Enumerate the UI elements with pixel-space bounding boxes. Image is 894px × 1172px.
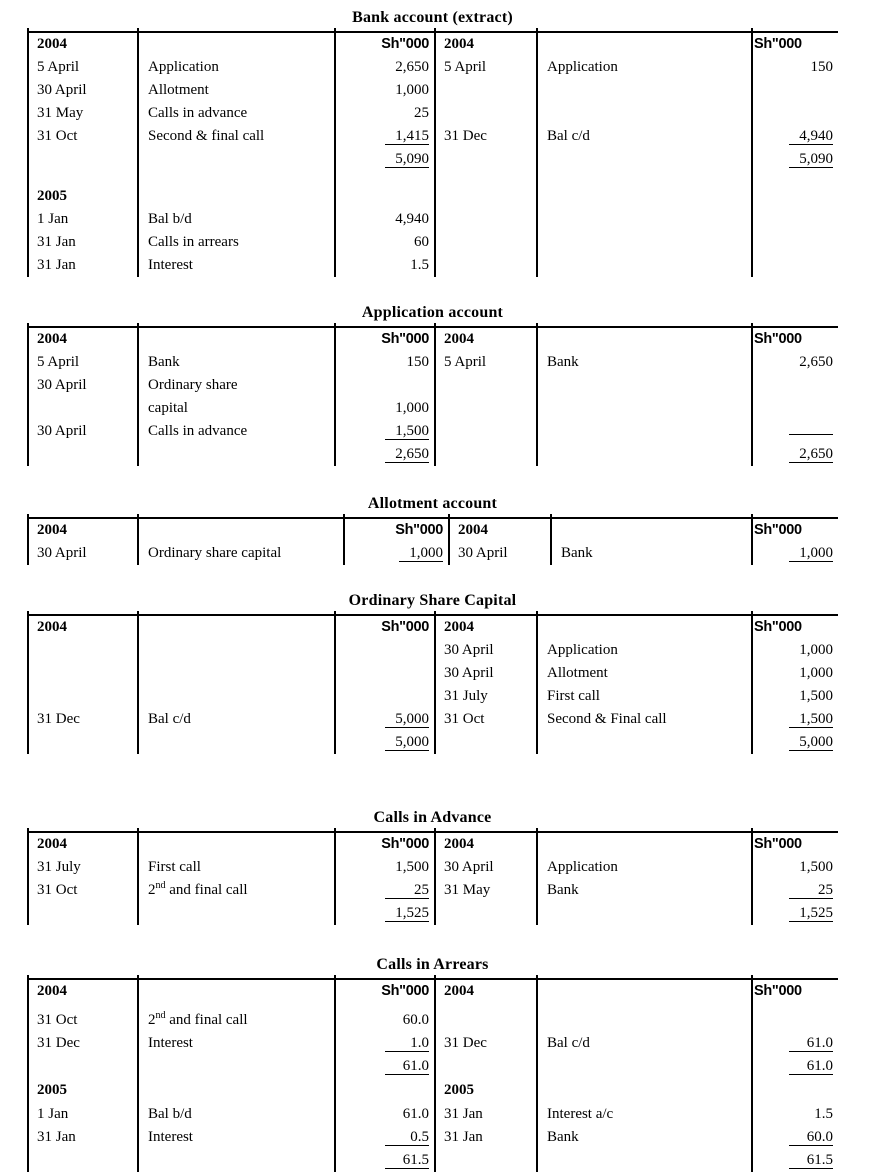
ledger-table: [27, 831, 838, 925]
debit-date-cell: 30 April: [37, 82, 87, 99]
debit-amount-cell: 2,650: [395, 59, 429, 76]
column-divider-line: [137, 323, 139, 466]
debit-amount-cell: [334, 882, 434, 900]
ledger-row: [27, 519, 838, 542]
debit-particulars-cell: Bal c/d: [148, 711, 191, 728]
column-divider-line: [751, 828, 753, 925]
column-divider-line: [137, 28, 139, 277]
debit-date-cell: 31 July: [37, 859, 81, 876]
debit-amount-cell: [334, 1035, 434, 1053]
debit-amount-cell: 1,000: [395, 400, 429, 417]
credit-amount-cell: 1,500: [799, 859, 833, 876]
underlined-amount: 2,650: [385, 446, 429, 464]
debit-amount-cell: [334, 1129, 434, 1147]
account-section: [0, 808, 894, 925]
debit-date-cell: 31 May: [37, 105, 84, 122]
credit-amount-cell: [751, 151, 838, 169]
column-divider-line: [536, 975, 538, 1172]
account-title: Bank account (extract): [352, 9, 513, 26]
underlined-amount: 5,000: [385, 711, 429, 729]
ledger-row: [27, 708, 838, 731]
column-divider-line: [343, 514, 345, 565]
currency-unit-header: Sh"000: [754, 982, 802, 999]
debit-amount-cell: [334, 423, 434, 441]
debit-particulars-cell: Application: [148, 59, 219, 76]
ledger-row: [27, 542, 838, 565]
credit-date-cell: 31 Oct: [444, 711, 485, 728]
debit-date-cell: 31 Jan: [37, 257, 76, 274]
credit-amount-cell: 1,500: [799, 688, 833, 705]
credit-particulars-cell: Second & Final call: [547, 711, 667, 728]
ledger-table: [27, 31, 838, 277]
credit-date-cell: 2004: [458, 522, 488, 539]
debit-amount-cell: 25: [414, 105, 429, 122]
credit-date-cell: 30 April: [458, 545, 508, 562]
credit-date-cell: 2004: [444, 36, 474, 53]
ledger-row: [27, 254, 838, 277]
debit-date-cell: 30 April: [37, 377, 87, 394]
account-section: [0, 303, 894, 466]
column-divider-line: [536, 323, 538, 466]
underlined-amount: 61.5: [385, 1152, 429, 1170]
debit-particulars-cell: Interest: [148, 1035, 193, 1052]
underlined-amount: 25: [385, 882, 429, 900]
debit-date-cell: 30 April: [37, 545, 87, 562]
column-divider-line: [334, 611, 336, 754]
credit-particulars-cell: Bank: [547, 882, 579, 899]
ledger-row: [27, 685, 838, 708]
debit-amount-cell: [334, 711, 434, 729]
account-title: Application account: [361, 304, 504, 321]
credit-date-cell: 31 May: [444, 882, 491, 899]
ledger-row: [27, 616, 838, 639]
credit-particulars-cell: Bal c/d: [547, 128, 590, 145]
debit-date-cell: 30 April: [37, 423, 87, 440]
credit-amount-cell: [751, 1129, 838, 1147]
ledger-row: [27, 731, 838, 754]
ledger-row: [27, 148, 838, 171]
underlined-amount: 1,525: [789, 905, 833, 923]
ledger-row: [27, 1149, 838, 1172]
ordinal-superscript: nd: [155, 880, 166, 892]
column-divider-line: [334, 323, 336, 466]
column-divider-line: [434, 828, 436, 925]
column-divider-line: [751, 28, 753, 277]
credit-date-cell: 31 Dec: [444, 1035, 487, 1052]
credit-particulars-cell: Application: [547, 642, 618, 659]
currency-unit-header: Sh"000: [381, 35, 429, 52]
currency-unit-header: Sh"000: [395, 521, 443, 538]
ledger-row: [27, 208, 838, 231]
credit-date-cell: 31 Jan: [444, 1106, 483, 1123]
ledger-row: [27, 980, 838, 1003]
debit-date-cell: 1 Jan: [37, 1106, 69, 1123]
debit-particulars-cell: capital: [148, 400, 188, 417]
ledger-row: [27, 328, 838, 351]
ledger-row: [27, 1032, 838, 1055]
debit-date-cell: 31 Oct: [37, 128, 78, 145]
debit-date-cell: 2004: [37, 619, 67, 636]
accounts-container: [0, 8, 894, 1172]
ledger-row: [27, 33, 838, 56]
debit-date-cell: 2005: [37, 188, 67, 205]
currency-unit-header: Sh"000: [754, 35, 802, 52]
column-divider-line: [751, 611, 753, 754]
ledger-row: [27, 125, 838, 148]
credit-particulars-cell: Bank: [561, 545, 593, 562]
column-divider-line: [434, 611, 436, 754]
credit-date-cell: 2004: [444, 983, 474, 1000]
debit-amount-cell: [334, 446, 434, 464]
credit-amount-cell: [751, 711, 838, 729]
debit-particulars-cell: Calls in arrears: [148, 234, 239, 251]
debit-date-cell: 2005: [37, 1082, 67, 1099]
column-divider-line: [27, 28, 29, 277]
credit-amount-cell: [751, 423, 838, 440]
debit-amount-cell: [334, 1152, 434, 1170]
ledger-row: [27, 443, 838, 466]
debit-date-cell: 1 Jan: [37, 211, 69, 228]
column-divider-line: [434, 28, 436, 277]
credit-amount-cell: 1,000: [799, 665, 833, 682]
account-title: Calls in Arrears: [376, 956, 489, 973]
underlined-amount: 1,500: [789, 711, 833, 729]
column-divider-line: [137, 514, 139, 565]
debit-amount-cell: 1,000: [395, 82, 429, 99]
column-divider-line: [536, 28, 538, 277]
ledger-row: [27, 185, 838, 208]
credit-amount-cell: [751, 882, 838, 900]
currency-unit-header: Sh"000: [381, 835, 429, 852]
column-divider-line: [550, 514, 552, 565]
credit-date-cell: 5 April: [444, 59, 487, 76]
debit-particulars-cell: Bank: [148, 354, 180, 371]
debit-particulars-cell: Interest: [148, 257, 193, 274]
underlined-amount: 25: [789, 882, 833, 900]
ledger-row: [27, 1103, 838, 1126]
debit-date-cell: 31 Oct: [37, 1012, 78, 1029]
account-title: Calls in Advance: [373, 809, 492, 826]
column-divider-line: [536, 611, 538, 754]
underlined-amount: 4,940: [789, 128, 833, 146]
debit-particulars-cell: Second & final call: [148, 128, 265, 145]
credit-date-cell: 30 April: [444, 665, 494, 682]
debit-date-cell: 2004: [37, 836, 67, 853]
credit-date-cell: 31 Jan: [444, 1129, 483, 1146]
column-divider-line: [27, 828, 29, 925]
credit-particulars-cell: Allotment: [547, 665, 608, 682]
debit-amount-cell: [334, 734, 434, 752]
underlined-amount: 5,090: [789, 151, 833, 169]
debit-date-cell: 2004: [37, 522, 67, 539]
credit-amount-cell: [751, 1035, 838, 1053]
column-divider-line: [536, 828, 538, 925]
ledger-row: [27, 639, 838, 662]
credit-amount-cell: [751, 734, 838, 752]
underlined-amount: 1,000: [399, 545, 443, 563]
debit-particulars-cell: Bal b/d: [148, 1106, 192, 1123]
debit-amount-cell: [334, 1058, 434, 1076]
underlined-amount: 61.0: [789, 1035, 833, 1053]
debit-particulars-cell: Calls in advance: [148, 423, 248, 440]
debit-particulars-cell: Bal b/d: [148, 211, 192, 228]
column-divider-line: [434, 975, 436, 1172]
ledger-row: [27, 231, 838, 254]
column-divider-line: [334, 28, 336, 277]
credit-amount-cell: 150: [810, 59, 833, 76]
debit-date-cell: 31 Dec: [37, 711, 80, 728]
currency-unit-header: Sh"000: [754, 521, 802, 538]
ledger-row: [27, 351, 838, 374]
credit-particulars-cell: Application: [547, 859, 618, 876]
credit-amount-cell: [751, 1058, 838, 1076]
credit-amount-cell: [751, 545, 838, 563]
column-divider-line: [27, 975, 29, 1172]
debit-date-cell: 5 April: [37, 59, 80, 76]
ledger-row: [27, 102, 838, 125]
ledger-row: [27, 79, 838, 102]
currency-unit-header: Sh"000: [754, 835, 802, 852]
column-divider-line: [448, 514, 450, 565]
credit-date-cell: 2004: [444, 619, 474, 636]
credit-amount-cell: 1.5: [814, 1106, 833, 1123]
debit-amount-cell: 60: [414, 234, 429, 251]
debit-amount-cell: 61.0: [402, 1106, 429, 1123]
debit-particulars-cell: Allotment: [148, 82, 209, 99]
ledger-row: [27, 56, 838, 79]
credit-date-cell: 30 April: [444, 859, 494, 876]
ledger-row: [27, 374, 838, 397]
credit-amount-cell: [751, 1152, 838, 1170]
account-section: [0, 494, 894, 565]
account-title: Allotment account: [367, 495, 498, 512]
underlined-amount: 1,500: [385, 423, 429, 441]
column-divider-line: [137, 975, 139, 1172]
credit-date-cell: 2004: [444, 331, 474, 348]
credit-date-cell: 5 April: [444, 354, 487, 371]
underlined-amount: [789, 434, 833, 435]
debit-particulars-cell: 2nd and final call: [148, 880, 248, 899]
ledger-row: [27, 397, 838, 420]
ledger-table: [27, 326, 838, 466]
currency-unit-header: Sh"000: [381, 618, 429, 635]
debit-amount-cell: 150: [406, 354, 429, 371]
credit-amount-cell: [751, 446, 838, 464]
account-title: Ordinary Share Capital: [348, 592, 517, 609]
debit-particulars-cell: 2nd and final call: [148, 1010, 248, 1029]
ledger-table: [27, 614, 838, 754]
debit-date-cell: 31 Oct: [37, 882, 78, 899]
debit-date-cell: 31 Dec: [37, 1035, 80, 1052]
document-page: [0, 8, 894, 1172]
credit-particulars-cell: First call: [547, 688, 600, 705]
debit-date-cell: 5 April: [37, 354, 80, 371]
debit-date-cell: 2004: [37, 331, 67, 348]
ledger-row: [27, 1078, 838, 1103]
debit-particulars-cell: Ordinary share: [148, 377, 238, 394]
debit-amount-cell: 4,940: [395, 211, 429, 228]
credit-date-cell: 31 July: [444, 688, 488, 705]
ledger-row: [27, 662, 838, 685]
debit-amount-cell: 60.0: [402, 1012, 429, 1029]
underlined-amount: 61.0: [385, 1058, 429, 1076]
debit-date-cell: 31 Jan: [37, 234, 76, 251]
credit-particulars-cell: Bank: [547, 1129, 579, 1146]
debit-date-cell: 2004: [37, 983, 67, 1000]
credit-date-cell: 2004: [444, 836, 474, 853]
column-divider-line: [751, 975, 753, 1172]
underlined-amount: 2,650: [789, 446, 833, 464]
column-divider-line: [751, 323, 753, 466]
column-divider-line: [27, 611, 29, 754]
credit-particulars-cell: Bal c/d: [547, 1035, 590, 1052]
underlined-amount: 60.0: [789, 1129, 833, 1147]
credit-particulars-cell: Interest a/c: [547, 1106, 614, 1123]
debit-amount-cell: 1.5: [410, 257, 429, 274]
ledger-row: [27, 420, 838, 443]
debit-date-cell: 31 Jan: [37, 1129, 76, 1146]
underlined-amount: 0.5: [385, 1129, 429, 1147]
ledger-row: [27, 833, 838, 856]
underlined-amount: 1,415: [385, 128, 429, 146]
underlined-amount: 1,525: [385, 905, 429, 923]
currency-unit-header: Sh"000: [381, 982, 429, 999]
underlined-amount: 61.0: [789, 1058, 833, 1076]
ordinal-superscript: nd: [155, 1010, 166, 1022]
ledger-row: [27, 1009, 838, 1032]
underlined-amount: 61.5: [789, 1152, 833, 1170]
credit-particulars-cell: Application: [547, 59, 618, 76]
currency-unit-header: Sh"000: [381, 330, 429, 347]
debit-particulars-cell: Calls in advance: [148, 105, 248, 122]
currency-unit-header: Sh"000: [754, 330, 802, 347]
underlined-amount: 5,090: [385, 151, 429, 169]
ledger-row: [27, 902, 838, 925]
debit-amount-cell: [334, 905, 434, 923]
debit-date-cell: 2004: [37, 36, 67, 53]
debit-particulars-cell: Interest: [148, 1129, 193, 1146]
column-divider-line: [27, 514, 29, 565]
ledger-table: [27, 517, 838, 565]
column-divider-line: [334, 828, 336, 925]
debit-particulars-cell: First call: [148, 859, 201, 876]
column-divider-line: [27, 323, 29, 466]
debit-amount-cell: [334, 151, 434, 169]
ledger-row: [27, 1055, 838, 1078]
currency-unit-header: Sh"000: [754, 618, 802, 635]
credit-amount-cell: [751, 128, 838, 146]
underlined-amount: 5,000: [789, 734, 833, 752]
ledger-row: [27, 1126, 838, 1149]
credit-date-cell: 2005: [444, 1082, 474, 1099]
debit-amount-cell: [343, 545, 448, 563]
underlined-amount: 5,000: [385, 734, 429, 752]
ledger-table: [27, 978, 838, 1172]
credit-date-cell: 31 Dec: [444, 128, 487, 145]
ledger-row: [27, 879, 838, 902]
debit-amount-cell: [334, 128, 434, 146]
underlined-amount: 1.0: [385, 1035, 429, 1053]
column-divider-line: [137, 828, 139, 925]
account-section: [0, 955, 894, 1172]
underlined-amount: 1,000: [789, 545, 833, 563]
credit-amount-cell: 2,650: [799, 354, 833, 371]
column-divider-line: [751, 514, 753, 565]
account-section: [0, 591, 894, 754]
credit-date-cell: 30 April: [444, 642, 494, 659]
spacer-row: [27, 171, 838, 185]
column-divider-line: [434, 323, 436, 466]
credit-particulars-cell: Bank: [547, 354, 579, 371]
credit-amount-cell: 1,000: [799, 642, 833, 659]
account-section: [0, 8, 894, 277]
column-divider-line: [334, 975, 336, 1172]
column-divider-line: [137, 611, 139, 754]
credit-amount-cell: [751, 905, 838, 923]
debit-particulars-cell: Ordinary share capital: [148, 545, 282, 562]
debit-amount-cell: 1,500: [395, 859, 429, 876]
ledger-row: [27, 856, 838, 879]
